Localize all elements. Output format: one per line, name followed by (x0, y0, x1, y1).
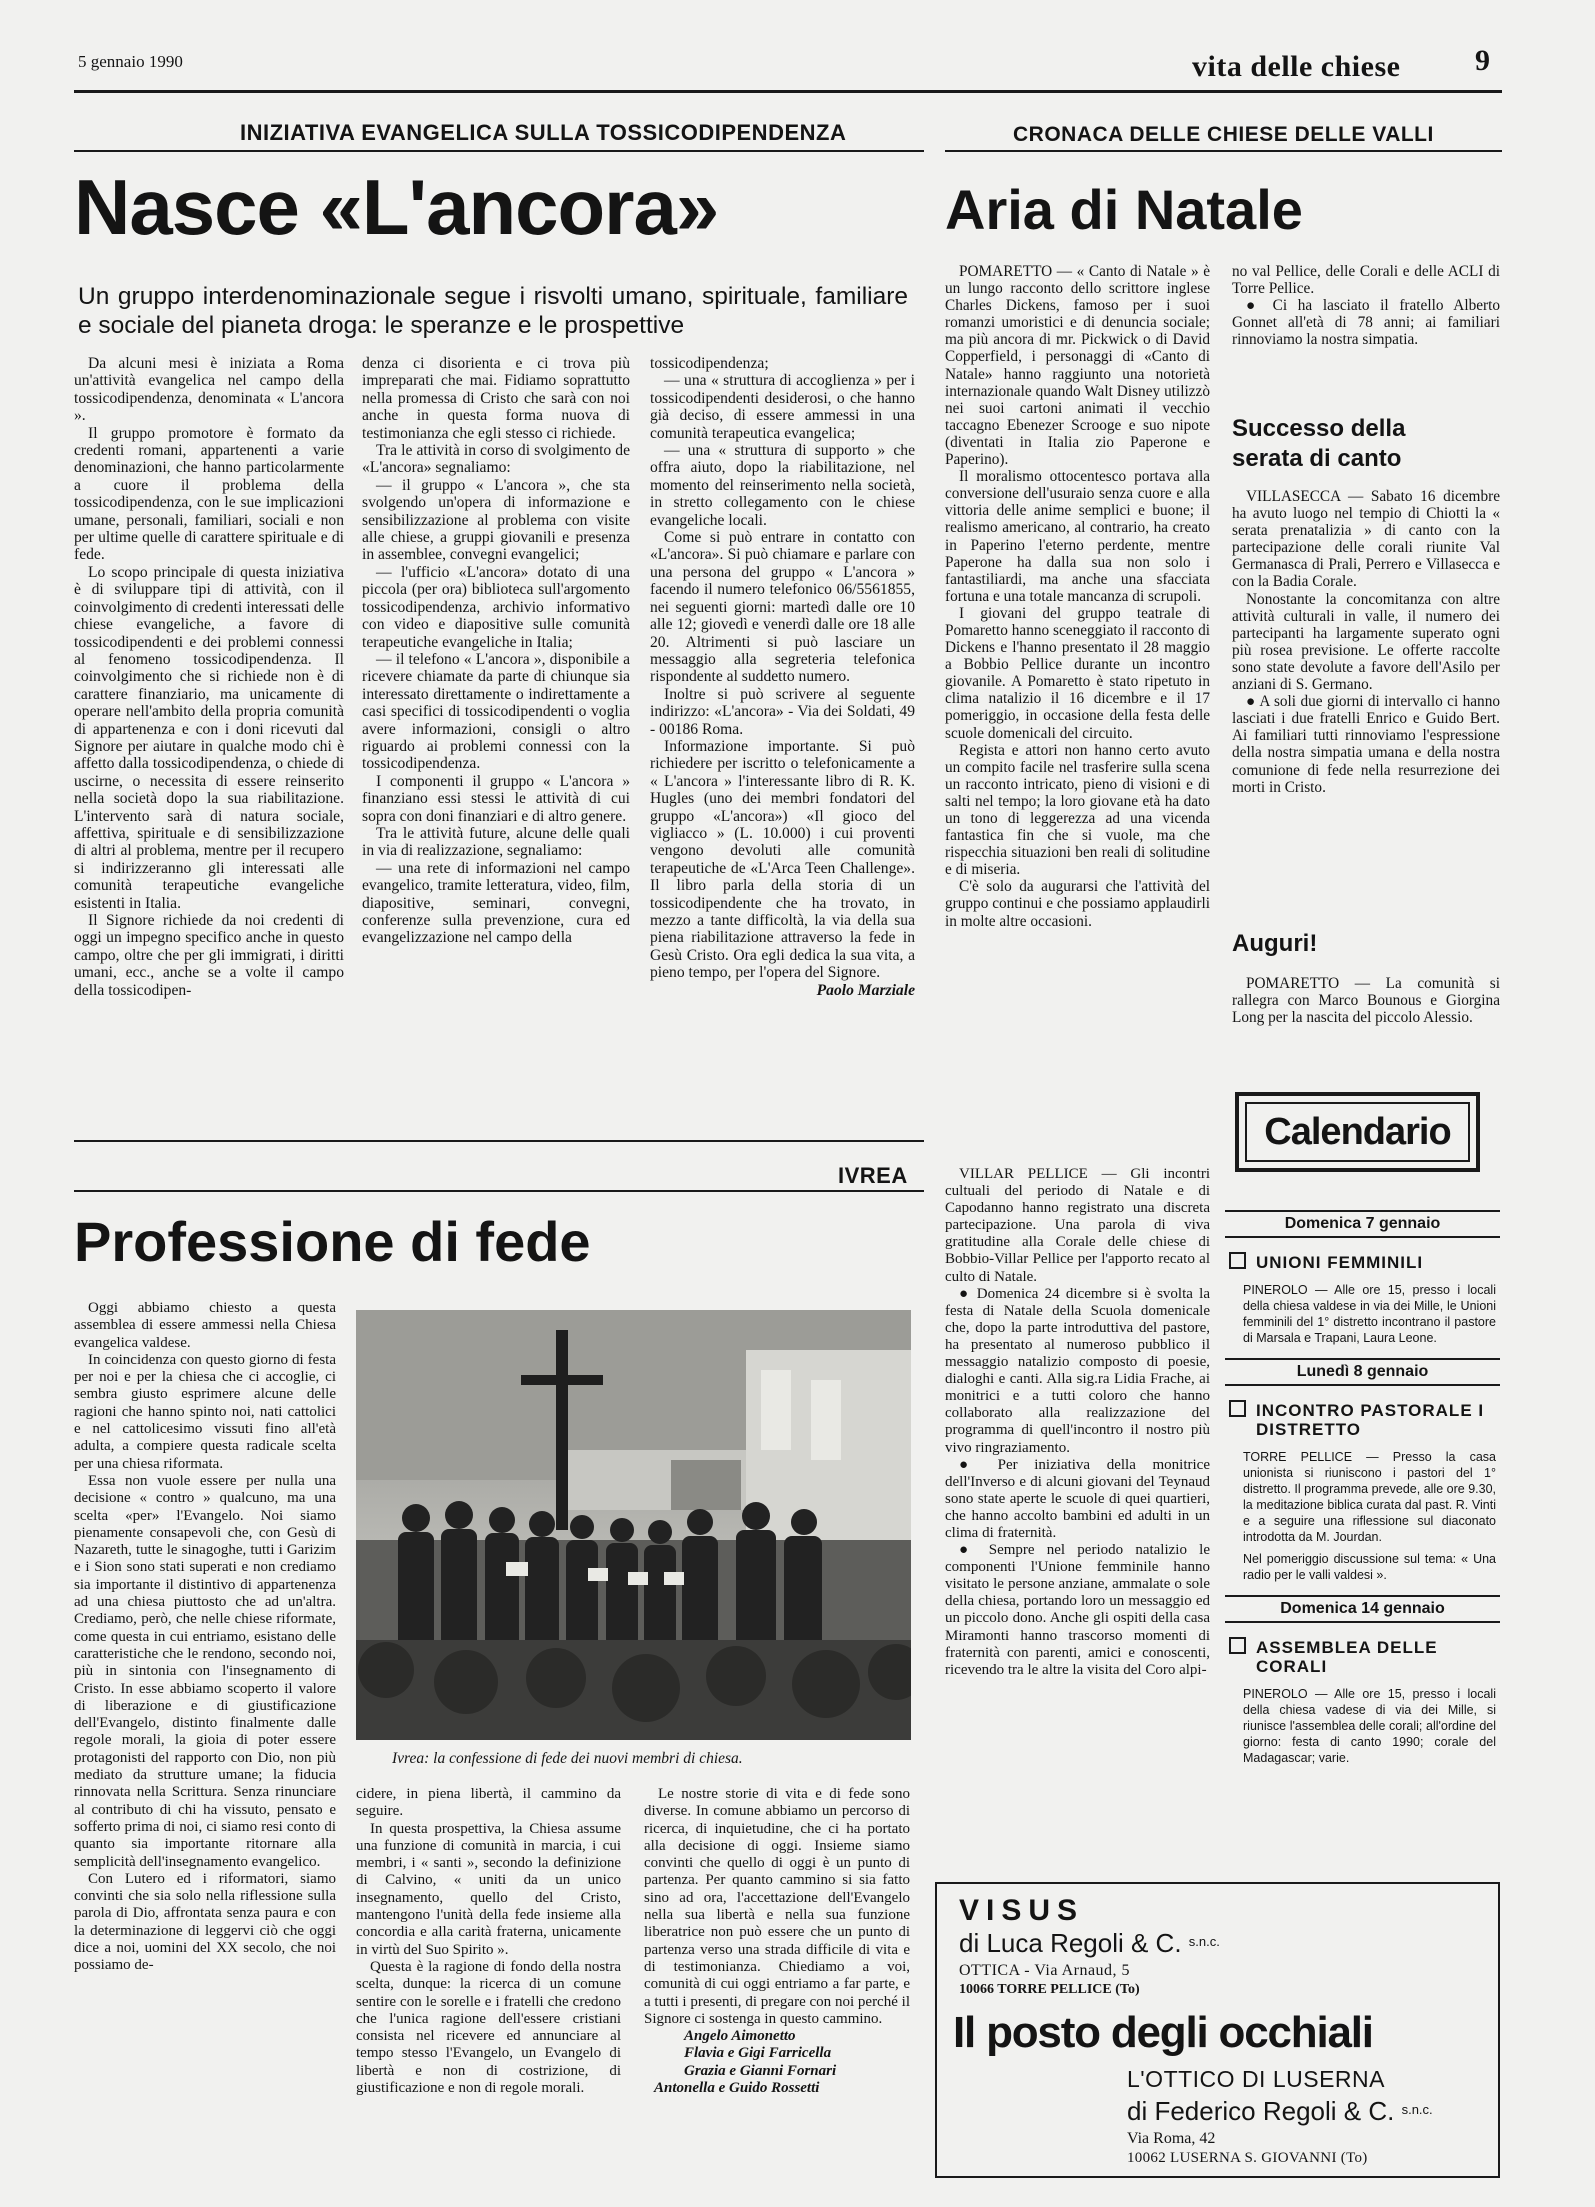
ancora-paragraph: Come si può entrare in contatto con «L'ancora». Si può chiamare e parlare con una persona del gruppo « L'ancora » facendo il numero telefonico 06/5561855, nei seguenti giorni: martedì dalle ore 10 alle 12; giovedì e venerdì dalle ore 18 alle 20. Altrimenti si può lasciare un messaggio alla segreteria telefonica rispondente al suddetto numero. (650, 529, 915, 686)
ancora-paragraph: Lo scopo principale di questa iniziativa è di sviluppare tipi di attività, con il coinvolgimento di credenti interessati delle chiese evangeliche, a favore di tossicodipendenti e dei problemi connessi al fenomeno tossicodipendenza. Il coinvolgimento che si richiede non è di carattere finanziario, ma unicamente di operare nell'ambito della propria comunità di appartenenza e con i doni ricevuti dal Signore per aiutare in qualche modo chi è affetto dalla tossicodipendenza, o chiede di uscirne, o necessita di essere reinserito nella società dopo la sua riabilitazione. L'intervento sarà di natura sociale, affettiva, spirituale e di sensibilizzazione di altri al problema, mentre per il recupero si indirizzeranno gli interessati alle comunità terapeutiche evangeliche esistenti in Italia. (74, 563, 344, 912)
auguri-title: Auguri! (1232, 930, 1318, 957)
ancora-paragraph: Tra le attività future, alcune delle quali in via di realizzazione, segnaliamo: (362, 824, 630, 860)
natale-paragraph: ● Ci ha lasciato il fratello Alberto Gonnet all'età di 78 anni; ai familiari rinnoviamo la nostra simpatia. (1232, 297, 1500, 349)
cronaca-kicker: CRONACA DELLE CHIESE DELLE VALLI (1013, 123, 1434, 146)
fede-signature: Antonella e Guido Rossetti (654, 2080, 820, 2097)
villar-column (945, 1166, 1210, 1679)
ancora-paragraph: — l'ufficio «L'ancora» dotato di una piccola (per ora) biblioteca sull'argomento tossicodipendenza, archivio informativo con video e diapositive sulle comunità terapeutiche evangeliche in Italia; (362, 563, 630, 651)
ancora-paragraph: — una « struttura di supporto » che offra aiuto, dopo la riabilitazione, nel momento del reinserimento nella società, in stretto collegamento con le chiese evangeliche locali. (650, 442, 915, 529)
ancora-paragraph: I componenti il gruppo « L'ancora » finanziano essi stessi le attività di cui sopra con doni finanziari e di altro genere. (362, 772, 630, 825)
ancora-paragraph: — il gruppo « L'ancora », che sta svolgendo un'opera di informazione e sensibilizzazione al problema con visite alle chiese, a gruppi giovanili e presenza in assemblee, convegni evangelici; (362, 476, 630, 564)
villar-paragraph: ● Domenica 24 dicembre si è svolta la festa di Natale della Scuola domenicale che, dopo la parte introduttiva del pastore, ha presentato al numeroso pubblico il messaggio natalizio composto di poesie, dialoghi e canti. Alla sig.ra Lidia Frache, ai monitrici e a tutti coloro che hanno collaborato alla realizzazione del programma di quell'incontro il nostro più vivo ringraziamento. (945, 1285, 1210, 1456)
fede-paragraph: Essa non vuole essere per nulla una decisione « contro » qualcuno, ma una scelta «per» l'Evangelo. Noi siamo pienamente consapevoli che, con Gesù di Nazareth, tutte le sinagoghe, tutti i Garizim e i Sion sono stati superati e non crediamo sia importante il distintivo di appartenenza ad una chiesa piuttosto che ad un'altra. Crediamo, però, che nelle chiese riformate, come questa in cui entriamo, esistano delle caratteristiche che le rendono, secondo noi, più in sintonia con l'insegnamento di Cristo. In esse abbiamo scoperto il valore di liberazione e di giustificazione dell'Evangelo, distinto finalmente dalle regole morali, la gioia di poter essere protagonisti del rapporto con Dio, non più mediato da strutture umane; la fiducia rinnovata nella Scrittura. Senza rinunciare al contributo di chi ha vissuto, pensato e sofferto prima di noi, ci siamo resi conto di quanto sia importante ritornare alla semplicità dell'insegnamento evangelico. (74, 1472, 336, 1870)
fede-signature: Flavia e Gigi Farricella (684, 2045, 832, 2062)
cronaca-title: Aria di Natale (945, 178, 1303, 241)
ancora-paragraph: — una « struttura di accoglienza » per i tossicodipendenti desiderosi, o che hanno già deciso, di essere ammessi in una comunità terapeutica evangelica; (650, 372, 915, 442)
cross-icon (556, 1330, 568, 1530)
auguri-column (1232, 975, 1500, 1026)
ancora-paragraph: — il telefono « L'ancora », disponibile a ricevere chiamate da parte di chiunque sia interessato direttamente o indirettamente a casi specifici di tossicodipendenti o voglia avere informazioni, consigli o altro riguardo ai problemi connessi con la tossicodipendenza. (362, 650, 630, 773)
ad-address-3: Via Roma, 42 (1127, 2130, 1216, 2147)
event-name: UNIONI FEMMINILI (1256, 1253, 1424, 1272)
calendario-box (1235, 1092, 1480, 1172)
ad-owner (959, 1928, 1220, 1959)
fede-paragraph: cidere, in piena libertà, il cammino da seguire. (356, 1786, 621, 1820)
fede-column-3 (644, 1786, 910, 2097)
calendario-event-text: PINEROLO — Alle ore 15, presso i locali della chiesa vadese di via dei Mille, si riunisce l'assemblea delle corali; all'ordine del giorno: festa di canto 1990; corale del Madagascar; varie. (1243, 1687, 1496, 1765)
fede-photo (356, 1310, 911, 1740)
calendario-title: Calendario (1245, 1102, 1470, 1162)
ancora-kicker-rule (74, 150, 924, 152)
ad-slogan: Il posto degli occhiali (953, 2008, 1373, 2057)
ad-address-4: 10062 LUSERNA S. GIOVANNI (To) (1127, 2150, 1368, 2166)
ancora-bottom-rule (74, 1140, 924, 1142)
successo-paragraph: ● A soli due giorni di intervallo ci hanno lasciati i due fratelli Enrico e Guido Bert. Ai familiari tutti rinnoviamo l'espressione della nostra simpatia umana e della nostra comunione di fede nella resurrezione dei morti in Cristo. (1232, 693, 1500, 796)
checkbox-icon (1229, 1400, 1246, 1417)
fede-paragraph: Questa è la ragione di fondo della nostra scelta, dunque: la ricerca di un comune sentire con le sorelle e i fratelli che credono che l'unica ragione dell'essere cristiani consista nel ricevere ed annunciare al tempo stesso l'Evangelo, un Evangelo di libertà e non di costrizione, di giustificazione e non di regole morali. (356, 1958, 621, 2097)
calendario-event-text: PINEROLO — Alle ore 15, presso i locali della chiesa valdese in via dei Mille, le Unioni femminili del 1° distretto incontrano il pastore di Marsala e Trapani, Laura Leone. (1243, 1283, 1496, 1345)
event-name: INCONTRO PASTORALE I DISTRETTO (1256, 1401, 1485, 1439)
ancora-paragraph: — una rete di informazioni nel campo evangelico, tramite letteratura, video, film, diapositive, seminari, convegni, conferenze sulla prevenzione, cura ed evangelizzazione nel campo della (362, 859, 630, 947)
ancora-paragraph: Inoltre si può scrivere al seguente indirizzo: «L'ancora» - Via dei Soldati, 49 - 00186 Roma. (650, 685, 915, 738)
ad-address-1: OTTICA - Via Arnaud, 5 (959, 1962, 1131, 1979)
calendario-event-title (1229, 1400, 1500, 1439)
ad-shop-2: L'OTTICO DI LUSERNA (1127, 2066, 1385, 2092)
fede-column-1 (74, 1300, 336, 1975)
ad-owner-name: di Luca Regoli & C. (959, 1928, 1182, 1958)
villar-paragraph: ● Per iniziativa della monitrice dell'Inverso e di alcuni giovani del Teynaud sono state aperte le scuole di quei quartieri, che hanno accolto bambini ed adulti in un clima di fraternità. (945, 1456, 1210, 1541)
fede-paragraph: Le nostre storie di vita e di fede sono diverse. In comune abbiamo un percorso di ricerca, di inquietudine, che ci ha portato alla decisione di oggi. Insieme siamo convinti che quello di oggi è un punto di partenza. Per quanto cammino si sia fatto sino ad ora, l'accettazione dell'Evangelo nella sua libertà e nella sua funzione liberatrice non può essere che un punto di partenza verso una strada difficile di vita e di testimonianza. Chiediamo a voi, comunità di cui oggi entriamo a far parte, e a tutti i presenti, di pregare con noi perché il Signore ci sostenga in questo cammino. (644, 1786, 910, 2027)
ancora-paragraph: tossicodipendenza; (650, 355, 769, 372)
ancora-paragraph: Da alcuni mesi è iniziata a Roma un'attività evangelica nel campo della tossicodipendenza, denominata « L'ancora ». (74, 355, 344, 425)
event-name: ASSEMBLEA DELLE CORALI (1256, 1638, 1438, 1676)
ancora-column-1 (74, 355, 344, 999)
calendario-event-text: TORRE PELLICE — Presso la casa unionista si riuniscono i pastori del 1° distretto. Il programma prevede, alle ore 9.30, la meditazione biblica curata dal past. R. Vinti e a seguire una riflessione sul diaconato introdotta da M. Jourdan. (1243, 1450, 1496, 1544)
villar-paragraph: VILLAR PELLICE — Gli incontri cultuali del periodo di Natale e di Capodanno hanno registrato una discreta partecipazione. Una parola di viva gratitudine alla Corale delle chiese di Bobbio-Villar Pellice per l'apporto recato al culto di Natale. (945, 1166, 1210, 1285)
successo-paragraph: Nonostante la concomitanza con altre attività culturali in valle, il numero dei partecipanti ha largamente superato ogni più rosea previsione. Le offerte raccolte sono state devolute a favore dell'Asilo per anziani di S. Germano. (1232, 590, 1500, 694)
natale-paragraph: no val Pellice, delle Corali e delle ACLI di Torre Pellice. (1232, 263, 1500, 298)
ancora-column-3 (650, 355, 915, 999)
natale-paragraph: Regista e attori non hanno certo avuto un compito facile nel trasferire sulla scena un racconto intricato, pieno di visioni e di salti nel tempo; la loro giovane età ha dato un tono di leggerezza ad una vicenda fantastica fin che si vuole, ma che rispecchia situazioni ben reali di solitudine e di miseria. (945, 741, 1210, 879)
auguri-paragraph: POMARETTO — La comunità si rallegra con Marco Bounous e Giorgina Long per la nascita del piccolo Alessio. (1232, 975, 1500, 1027)
successo-column (1232, 488, 1500, 796)
ancora-paragraph: Tra le attività in corso di svolgimento de «L'ancora» segnaliamo: (362, 442, 630, 477)
fede-paragraph: Con Lutero ed i riformatori, siamo convinti che sia solo nella riflessione sulla parola di Dio, affrontata senza paura e con la determinazione di leggervi ciò che oggi dice a noi, uomini del XX secolo, che noi possiamo de- (74, 1870, 336, 1974)
fede-title: Professione di fede (74, 1210, 591, 1273)
ad-owner-suffix: s.n.c. (1188, 1934, 1220, 1949)
church-photo-illustration (356, 1310, 911, 1740)
ancora-column-2 (362, 355, 630, 947)
fede-location-rule (74, 1190, 924, 1192)
ancora-title: Nasce «L'ancora» (74, 163, 719, 251)
visus-ad (935, 1882, 1500, 2178)
ancora-paragraph: Il Signore richiede da noi credenti di oggi un impegno specifico anche in questo campo, oltre che per gli immigrati, i diritti umani, ecc., anche se a volte il campo della tossicodipen- (74, 912, 344, 999)
natale-paragraph: POMARETTO — « Canto di Natale » è un lungo racconto dello scrittore inglese Charles Dickens, famoso per i suoi romanzi umoristici e di denuncia sociale; ma più ancora di mr. Pickwick o di David Copperfield, i personaggi di «Canto di Natale» hanno raggiunto una notorietà internazionale quando Walt Disney utilizzò nei suoi cartoni animati il vecchio taccagno Ebenezer Scrooge e suo nipote (diventati in Italia zio Paperone e Paperino). (945, 263, 1210, 469)
header-rule (74, 90, 1502, 93)
fede-column-2 (356, 1786, 621, 2097)
fede-paragraph: In coincidenza con questo giorno di festa per noi e per la chiesa che ci accoglie, ci sembra giusto esprimere alcune delle ragioni che hanno spinto noi, nati cattolici e nel cattolicesimo vissuti fino all'età adulta, a compiere questa radicale scelta per una chiesa riformata. (74, 1351, 336, 1472)
fede-signature: Grazia e Gianni Fornari (684, 2062, 837, 2079)
calendario-day-header: Domenica 7 gennaio (1225, 1210, 1500, 1238)
successo-paragraph: VILLASECCA — Sabato 16 dicembre ha avuto luogo nel tempio di Chiotti la « serata prenatalizia » di canto con la partecipazione delle corali riunite Val Germanasca di Prali, Perrero e Villasecca e con la Badia Corale. (1232, 488, 1500, 591)
natale-paragraph: I giovani del gruppo teatrale di Pomaretto hanno sceneggiato il racconto di Dickens e l'hanno presentato il 28 maggio a Bobbio Pellice durante un incontro giovanile. A Pomaretto è stato ripetuto in clima natalizio il 16 dicembre e il 17 pomeriggio, in occasione della festa delle scuole domenicali del circuito. (945, 604, 1210, 742)
ad-owner-2 (1127, 2096, 1433, 2127)
ancora-paragraph: denza ci disorienta e ci trova più impreparati che mai. Fidiamo soprattutto nella promessa di Cristo che sarà con noi anche in questa forma nuova di testimonianza che egli stesso ci richiede. (362, 355, 630, 442)
section-name: vita delle chiese (1192, 50, 1401, 83)
issue-date: 5 gennaio 1990 (78, 52, 183, 71)
cronaca-kicker-rule (945, 150, 1502, 152)
checkbox-icon (1229, 1637, 1246, 1654)
villar-paragraph: ● Sempre nel periodo natalizio le componenti l'Unione femminile hanno visitato le persone anziane, ammalate o sole della chiesa, portando loro un messaggio ed un piccolo dono. Anche gli ospiti della casa Miramonti hanno trascorso momenti di fraternità con parenti, amici e conoscenti, ricevendo tra le altre la visita del Coro alpi- (945, 1542, 1210, 1678)
fede-location: IVREA (838, 1163, 908, 1188)
calendario-day-header: Lunedì 8 gennaio (1225, 1358, 1500, 1386)
calendario-day-header: Domenica 14 gennaio (1225, 1595, 1500, 1623)
ancora-paragraph: Il gruppo promotore è formato da credenti romani, appartenenti a varie denominazioni, che hanno particolarmente a cuore il problema della tossicodipendenza, con le sue implicazioni umane, personali, familiari, sociali e non per ultime quelle di carattere spirituale e di fede. (74, 424, 344, 564)
successo-title: Successo della serata di canto (1232, 415, 1406, 472)
ad-brand: VISUS (959, 1894, 1085, 1927)
natale-column-1 (945, 263, 1210, 930)
calendario-event-text: Nel pomeriggio discussione sul tema: « Una radio per le valli valdesi ». (1243, 1552, 1496, 1582)
fede-photo-caption: Ivrea: la confessione di fede dei nuovi membri di chiesa. (392, 1750, 743, 1767)
ad-address-2: 10066 TORRE PELLICE (To) (959, 1982, 1140, 1997)
ad-owner-2-name: di Federico Regoli & C. (1127, 2096, 1395, 2126)
ancora-signature: Paolo Marziale (816, 981, 915, 999)
natale-column-2 (1232, 263, 1500, 348)
ad-owner-2-suffix: s.n.c. (1401, 2102, 1433, 2117)
natale-paragraph: C'è solo da augurarsi che l'attività del gruppo continui e che possiamo applaudirli in molte altre occasioni. (945, 878, 1210, 930)
ancora-kicker: INIZIATIVA EVANGELICA SULLA TOSSICODIPENDENZA (240, 120, 847, 145)
natale-paragraph: Il moralismo ottocentesco portava alla conversione dell'usuraio senza cuore e alla vittoria delle anime semplici e buone; il realismo americano, al contrario, ha creato in Paperino l'eterno perdente, mentre Paperone ha dalla sua non solo i fantastiliardi, ma anche una sfacciata fortuna e una totale mancanza di scrupoli. (945, 468, 1210, 605)
fede-paragraph: In questa prospettiva, la Chiesa assume una funzione di comunità in marcia, i cui membri, i « santi », secondo la definizione di Calvino, « uniti da un unico insegnamento, quello del Cristo, mantengono l'unità della fede insieme alla concordia e alla carità fraterna, unicamente in virtù del Suo Spirito ». (356, 1820, 621, 1958)
calendario-list (1225, 1210, 1500, 1766)
checkbox-icon (1229, 1252, 1246, 1269)
calendario-event-title (1229, 1637, 1500, 1676)
page-number: 9 (1475, 44, 1490, 77)
fede-paragraph: Oggi abbiamo chiesto a questa assemblea di essere ammessi nella Chiesa evangelica valdese. (74, 1300, 336, 1351)
ancora-subtitle: Un gruppo interdenominazionale segue i risvolti umano, spirituale, familiare e sociale del pianeta droga: le speranze e le prospettive (78, 283, 908, 339)
calendario-event-title (1229, 1252, 1500, 1272)
fede-signature: Angelo Aimonetto (684, 2028, 796, 2045)
ancora-paragraph: Informazione importante. Si può richiedere per iscritto o telefonicamente a « L'ancora » l'interessante libro di R. K. Hugles (uno dei membri fondatori del gruppo «L'ancora») «Il gioco del vigliacco » (L. 10.000) i cui proventi vengono devoluti alle comunità terapeutiche de «L'Arca Teen Challenge». Il libro parla della storia di un tossicodipendente che ha trovato, in mezzo a tante difficoltà, la via della sua piena riabilitazione attraverso la fede in Gesù Cristo. Ora egli dedica la sua vita, a pieno tempo, per l'opera del Signore. (650, 737, 915, 982)
